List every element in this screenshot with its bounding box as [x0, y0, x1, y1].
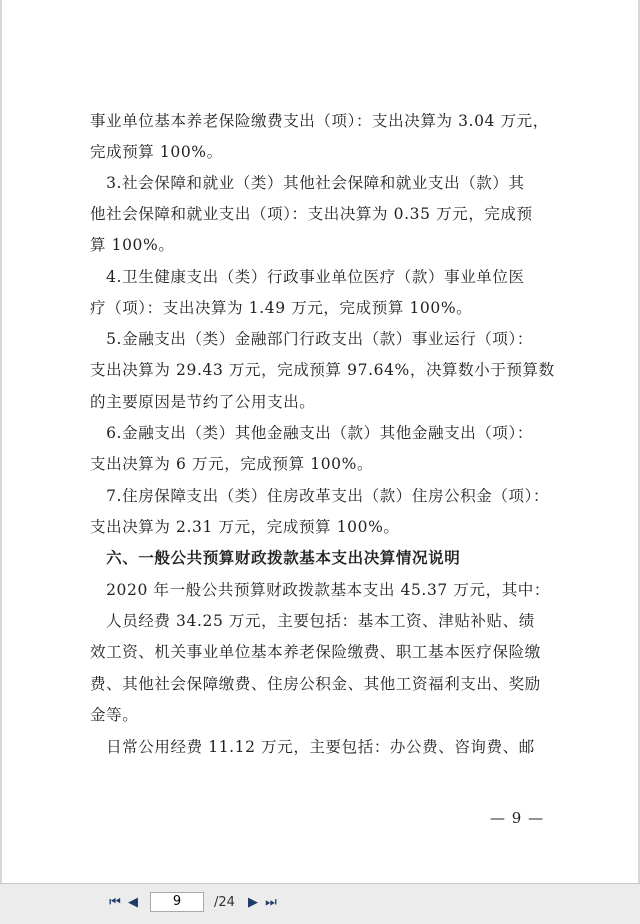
text-line: 疗（项）：支出决算为 1.49 万元，完成预算 100%。	[90, 299, 473, 317]
text-line: 6.金融支出（类）其他金融支出（款）其他金融支出（项）：	[90, 424, 533, 442]
text-line: 人员经费 34.25 万元，主要包括：基本工资、津贴补贴、绩	[90, 612, 535, 630]
page-number-input[interactable]	[150, 892, 204, 912]
text-line: 7.住房保障支出（类）住房改革支出（款）住房公积金（项）：	[90, 487, 550, 505]
previous-page-icon[interactable]: ◀	[128, 895, 138, 910]
text-line: 4.卫生健康支出（类）行政事业单位医疗（款）事业单位医	[90, 268, 525, 286]
page-left-edge	[0, 0, 2, 883]
text-line: 金等。	[90, 706, 139, 724]
last-page-icon[interactable]: ⏭	[265, 895, 277, 910]
pdf-navigation-toolbar	[0, 883, 640, 924]
text-line: 的主要原因是节约了公用支出。	[90, 393, 316, 411]
text-line: 2020 年一般公共预算财政拨款基本支出 45.37 万元，其中：	[90, 581, 551, 599]
text-line: 支出决算为 29.43 万元，完成预算 97.64%，决算数小于预算数	[90, 361, 555, 379]
text-line: 5.金融支出（类）金融部门行政支出（款）事业运行（项）：	[90, 330, 533, 348]
text-line: 效工资、机关事业单位基本养老保险缴费、职工基本医疗保险缴	[90, 643, 541, 661]
text-line: 事业单位基本养老保险缴费支出（项）：支出决算为 3.04 万元，	[90, 112, 549, 130]
text-line: 算 100%。	[90, 236, 175, 254]
first-page-icon[interactable]: ⏮	[109, 895, 121, 910]
total-pages-label: /24	[214, 895, 235, 910]
text-line: 费、其他社会保障缴费、住房公积金、其他工资福利支出、奖励	[90, 675, 541, 693]
text-line: 支出决算为 6 万元，完成预算 100%。	[90, 455, 374, 473]
next-page-icon[interactable]: ▶	[248, 895, 258, 910]
text-line: 他社会保障和就业支出（项）：支出决算为 0.35 万元，完成预	[90, 205, 533, 223]
text-line: 3.社会保障和就业（类）其他社会保障和就业支出（款）其	[90, 174, 525, 192]
text-line: 完成预算 100%。	[90, 143, 223, 161]
section-heading: 六、一般公共预算财政拨款基本支出决算情况说明	[90, 549, 461, 567]
text-line: 支出决算为 2.31 万元，完成预算 100%。	[90, 518, 400, 536]
page-number: — 9 —	[490, 809, 545, 827]
text-line: 日常公用经费 11.12 万元，主要包括：办公费、咨询费、邮	[90, 738, 535, 756]
